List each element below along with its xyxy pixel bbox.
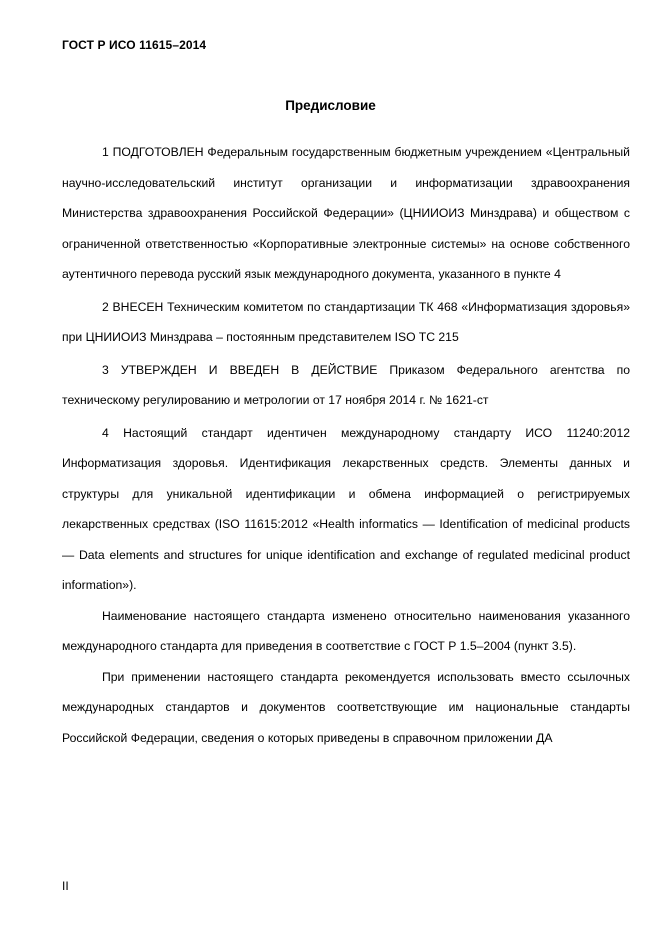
section-title: Предисловие xyxy=(285,98,376,113)
paragraph-prepared: 1 ПОДГОТОВЛЕН Федеральным государственным бюджетным учреждением «Центральный научно-исследовательский институт организации и информатизации здравоохранения Министерства здравоохранения Российской Федерации» (ЦНИИОИЗ Минздрава) и обществом с ограниченной ответственностью «Корпоративные электронные системы» на основе собственного аутентичного перевода русский язык международного документа, указанного в пункте 4 xyxy=(62,145,630,281)
page-number: II xyxy=(62,879,69,893)
paragraph-name-changed: Наименование настоящего стандарта изменено относительно наименования указанного международного стандарта для приведения в соответствие с ГОСТ Р 1.5–2004 (пункт 3.5). xyxy=(62,608,630,653)
document-header-code: ГОСТ Р ИСО 11615–2014 xyxy=(62,38,207,52)
paragraph-approved: 3 УТВЕРЖДЕН И ВВЕДЕН В ДЕЙСТВИЕ Приказом Федерального агентства по техническому регулированию и метрологии от 17 ноября 2014 г. № 1621-ст xyxy=(62,362,630,407)
paragraph-national-standards: При применении настоящего стандарта рекомендуется использовать вместо ссылочных международных стандартов и документов соответствующие им национальные стандарты Российской Федерации, сведения о которых приведены в справочном приложении ДА xyxy=(62,669,630,745)
paragraph-identical-standard: 4 Настоящий стандарт идентичен международному стандарту ИСО 11240:2012 Информатизация здоровья. Идентификация лекарственных средств. Элементы данных и структуры для уникальной идентификации и обмена информацией о регистрируемых лекарственных средствах (ISO 11615:2012 «Health informatics — Identification of medicinal products — Data elements and structures for unique identification and exchange of regulated medicinal product information»). xyxy=(62,425,630,592)
paragraph-submitted: 2 ВНЕСЕН Техническим комитетом по стандартизации ТК 468 «Информатизация здоровья» при ЦНИИОИЗ Минздрава – постоянным представителем ISO TC 215 xyxy=(62,299,630,344)
preface-body xyxy=(62,137,630,753)
